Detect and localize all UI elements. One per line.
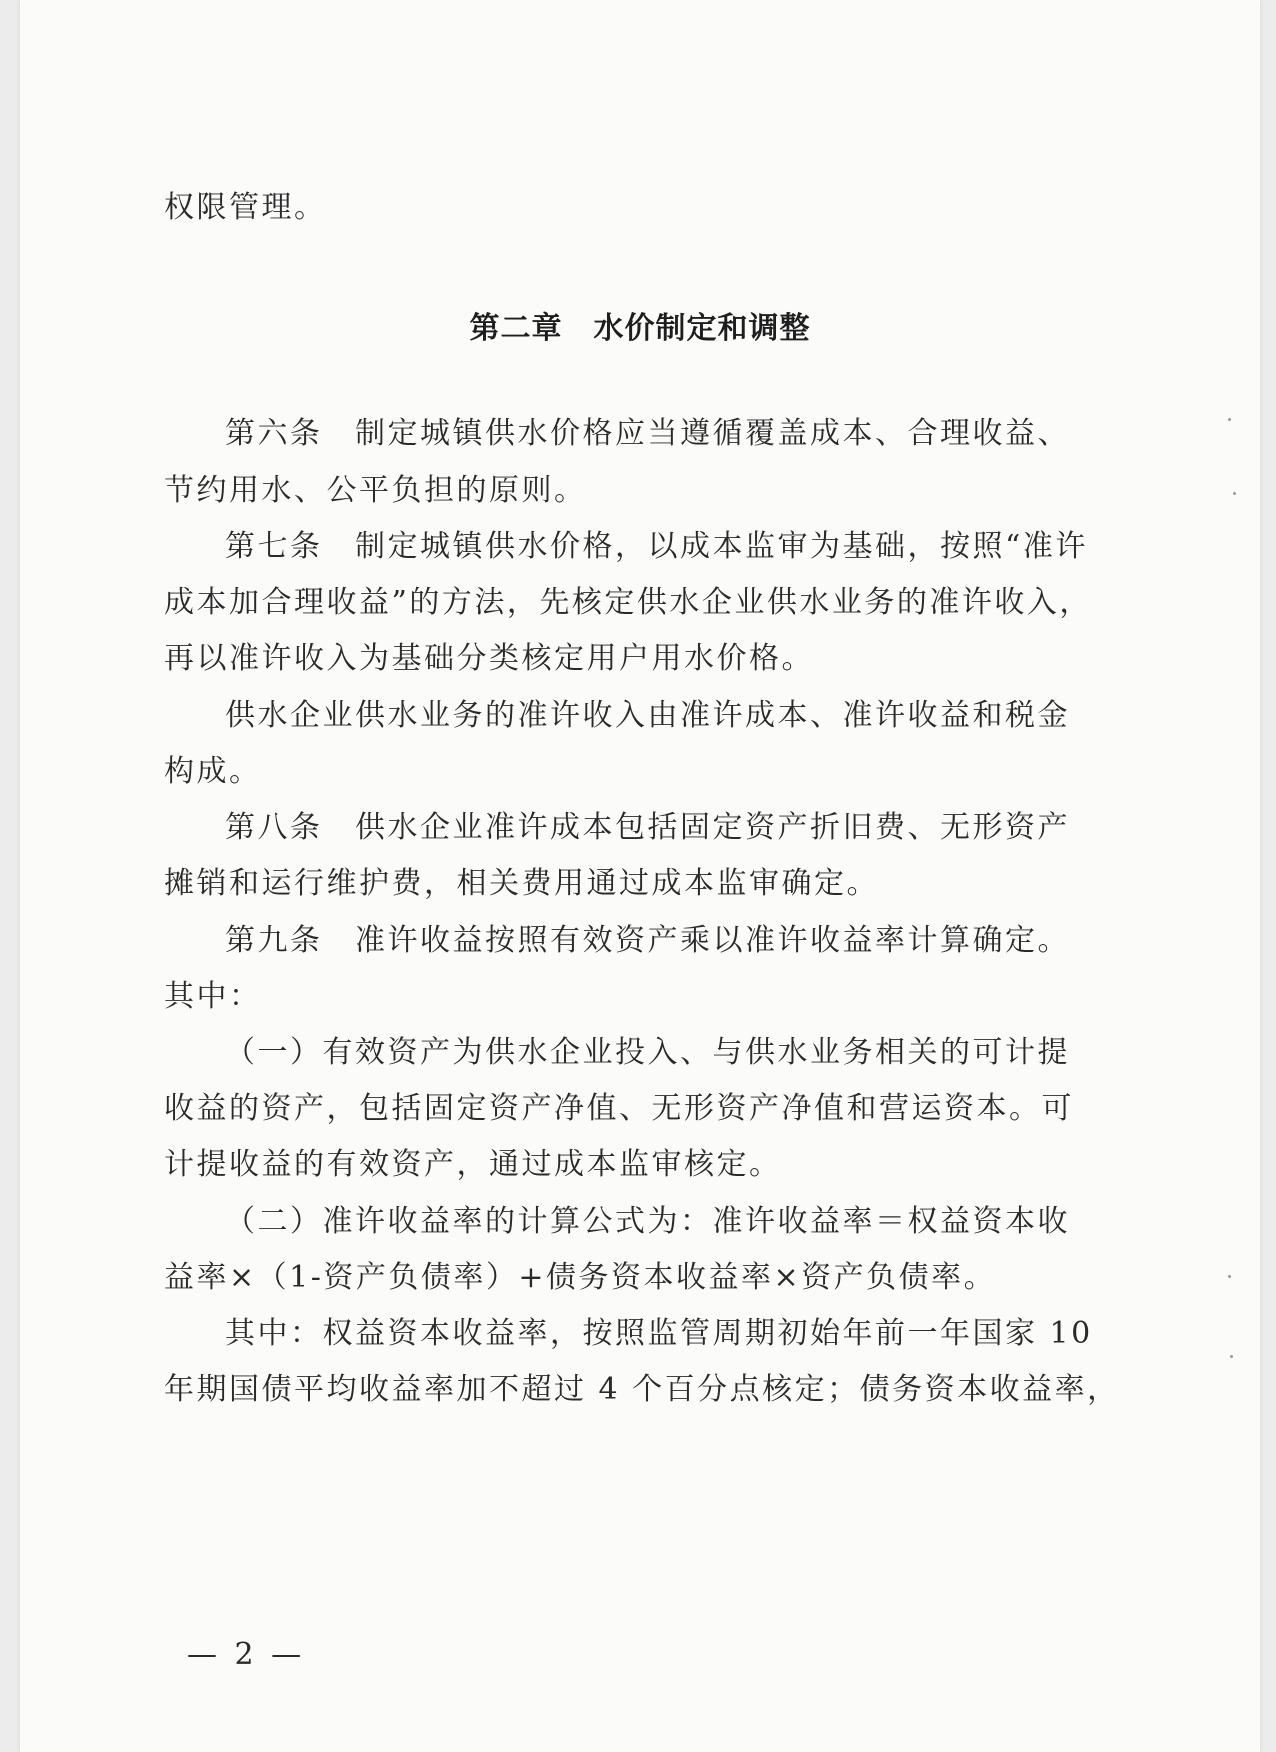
scan-speck [1228, 418, 1231, 421]
scan-speck [1230, 1355, 1233, 1358]
text-line-12: 其中： [164, 979, 262, 1014]
text-line-5: 成本加合理收益”的方法，先核定供水企业供水业务的准许收入， [164, 585, 1092, 620]
text-line-10: 摊销和运行维护费，相关费用通过成本监审确定。 [164, 866, 879, 901]
document-page [20, 0, 1260, 1752]
text-line-7: 供水企业供水业务的准许收入由准许成本、准许收益和税金 [225, 698, 1070, 733]
text-line-3: 节约用水、公平负担的原则。 [164, 473, 587, 508]
text-line-18: 其中：权益资本收益率，按照监管周期初始年前一年国家 10 [225, 1316, 1093, 1351]
scan-speck [1233, 492, 1236, 495]
text-line-15: 计提收益的有效资产，通过成本监审核定。 [164, 1147, 782, 1182]
text-line-9: 第八条 供水企业准许成本包括固定资产折旧费、无形资产 [225, 810, 1070, 845]
text-line-19: 年期国债平均收益率加不超过 4 个百分点核定；债务资本收益率， [164, 1372, 1120, 1407]
text-line-4: 第七条 制定城镇供水价格，以成本监审为基础，按照“准许 [225, 529, 1088, 564]
text-line-11: 第九条 准许收益按照有效资产乘以准许收益率计算确定。 [225, 923, 1070, 958]
chapter-title: 第二章 水价制定和调整 [469, 311, 811, 346]
text-line-17: 益率×（1-资产负债率）+债务资本收益率×资产负债率。 [164, 1260, 997, 1295]
text-line-13: （一）有效资产为供水企业投入、与供水业务相关的可计提 [225, 1035, 1070, 1070]
text-line-16: （二）准许收益率的计算公式为：准许收益率＝权益资本收 [225, 1204, 1070, 1239]
scan-speck [1228, 1275, 1231, 1278]
text-line-2: 第六条 制定城镇供水价格应当遵循覆盖成本、合理收益、 [225, 416, 1070, 451]
text-line-14: 收益的资产，包括固定资产净值、无形资产净值和营运资本。可 [164, 1091, 1074, 1126]
text-line-8: 构成。 [164, 754, 262, 789]
page-number: — 2 — [187, 1637, 306, 1672]
text-line-1: 权限管理。 [164, 190, 327, 225]
text-line-6: 再以准许收入为基础分类核定用户用水价格。 [164, 641, 814, 676]
